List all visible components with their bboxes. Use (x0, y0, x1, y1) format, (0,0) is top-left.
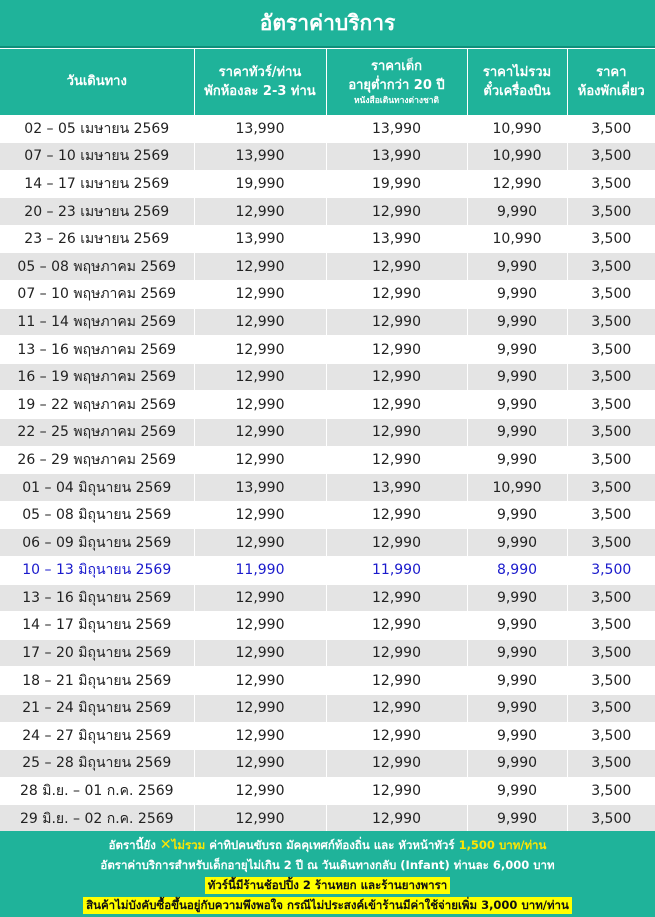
no-ticket-price-cell: 9,990 (467, 419, 567, 447)
date-cell: 25 – 28 มิถุนายน 2569 (0, 750, 194, 778)
adult-price-cell: 12,990 (194, 419, 326, 447)
child-price-cell: 12,990 (326, 584, 467, 612)
table-row (0, 639, 655, 667)
adult-price-cell: 12,990 (194, 777, 326, 805)
date-cell: 14 – 17 มิถุนายน 2569 (0, 612, 194, 640)
table-row (0, 419, 655, 447)
table-row (0, 198, 655, 226)
date-cell: 17 – 20 มิถุนายน 2569 (0, 639, 194, 667)
table-row (0, 391, 655, 419)
child-price-cell: 12,990 (326, 391, 467, 419)
date-cell: 05 – 08 มิถุนายน 2569 (0, 501, 194, 529)
date-cell: 10 – 13 มิถุนายน 2569 (0, 557, 194, 585)
no-ticket-price-cell: 9,990 (467, 694, 567, 722)
no-ticket-price-cell: 10,990 (467, 143, 567, 171)
single-room-cell: 3,500 (567, 750, 655, 778)
single-room-cell: 3,500 (567, 667, 655, 695)
no-ticket-price-cell: 8,990 (467, 557, 567, 585)
header-single-room: ราคา ห้องพักเดี่ยว (567, 49, 655, 115)
child-price-cell: 12,990 (326, 750, 467, 778)
adult-price-cell: 12,990 (194, 391, 326, 419)
adult-price-cell: 12,990 (194, 308, 326, 336)
child-price-cell: 13,990 (326, 225, 467, 253)
date-cell: 11 – 14 พฤษภาคม 2569 (0, 308, 194, 336)
table-row (0, 805, 655, 833)
no-ticket-price-cell: 9,990 (467, 667, 567, 695)
no-ticket-price-cell: 9,990 (467, 446, 567, 474)
table-row (0, 529, 655, 557)
table-row (0, 777, 655, 805)
child-price-cell: 12,990 (326, 336, 467, 364)
no-ticket-price-cell: 9,990 (467, 253, 567, 281)
no-ticket-price-cell: 9,990 (467, 336, 567, 364)
no-ticket-price-cell: 9,990 (467, 308, 567, 336)
adult-price-cell: 12,990 (194, 722, 326, 750)
single-room-cell: 3,500 (567, 639, 655, 667)
single-room-cell: 3,500 (567, 584, 655, 612)
date-cell: 24 – 27 มิถุนายน 2569 (0, 722, 194, 750)
single-room-cell: 3,500 (567, 225, 655, 253)
single-room-cell: 3,500 (567, 722, 655, 750)
adult-price-cell: 12,990 (194, 584, 326, 612)
date-cell: 02 – 05 เมษายน 2569 (0, 115, 194, 143)
single-room-cell: 3,500 (567, 170, 655, 198)
table-row (0, 722, 655, 750)
table-row (0, 363, 655, 391)
child-price-cell: 12,990 (326, 281, 467, 309)
adult-price-cell: 12,990 (194, 336, 326, 364)
no-ticket-price-cell: 9,990 (467, 363, 567, 391)
single-room-cell: 3,500 (567, 446, 655, 474)
adult-price-cell: 13,990 (194, 474, 326, 502)
table-row (0, 225, 655, 253)
adult-price-cell: 12,990 (194, 198, 326, 226)
date-cell: 01 – 04 มิถุนายน 2569 (0, 474, 194, 502)
table-row (0, 667, 655, 695)
child-price-cell: 13,990 (326, 115, 467, 143)
single-room-cell: 3,500 (567, 336, 655, 364)
date-cell: 20 – 23 เมษายน 2569 (0, 198, 194, 226)
single-room-cell: 3,500 (567, 198, 655, 226)
header-child-price: ราคาเด็ก อายุต่ำกว่า 20 ปี หนังสือเดินทางต่างชาติ (326, 49, 467, 115)
single-room-cell: 3,500 (567, 805, 655, 833)
no-ticket-price-cell: 12,990 (467, 170, 567, 198)
date-cell: 21 – 24 มิถุนายน 2569 (0, 694, 194, 722)
adult-price-cell: 12,990 (194, 446, 326, 474)
date-cell: 29 มิ.ย. – 02 ก.ค. 2569 (0, 805, 194, 833)
child-price-cell: 12,990 (326, 667, 467, 695)
child-price-cell: 12,990 (326, 777, 467, 805)
adult-price-cell: 13,990 (194, 225, 326, 253)
child-price-cell: 12,990 (326, 308, 467, 336)
header-adult-price: ราคาทัวร์/ท่าน พักห้องละ 2-3 ท่าน (194, 49, 326, 115)
rates-body (0, 115, 655, 832)
no-ticket-price-cell: 9,990 (467, 198, 567, 226)
table-row (0, 336, 655, 364)
cross-icon: ✕ (159, 837, 172, 853)
single-room-cell: 3,500 (567, 501, 655, 529)
child-price-cell: 12,990 (326, 694, 467, 722)
adult-price-cell: 12,990 (194, 253, 326, 281)
adult-price-cell: 12,990 (194, 281, 326, 309)
adult-price-cell: 12,990 (194, 529, 326, 557)
footer-note-shopping-fee: สินค้าไม่บังคับซื้อขึ้นอยู่กับความพึงพอใจ กรณีไม่ประสงค์เข้าร้านมีค่าใช้จ่ายเพิ่ม 3,000 บาท/ท่าน (0, 895, 655, 915)
table-row (0, 750, 655, 778)
child-price-cell: 19,990 (326, 170, 467, 198)
single-room-cell: 3,500 (567, 143, 655, 171)
date-cell: 18 – 21 มิถุนายน 2569 (0, 667, 194, 695)
adult-price-cell: 12,990 (194, 694, 326, 722)
adult-price-cell: 11,990 (194, 557, 326, 585)
no-ticket-price-cell: 9,990 (467, 529, 567, 557)
no-ticket-price-cell: 9,990 (467, 722, 567, 750)
child-price-cell: 12,990 (326, 805, 467, 833)
page-title: อัตราค่าบริการ (0, 0, 655, 48)
date-cell: 07 – 10 เมษายน 2569 (0, 143, 194, 171)
header-date: วันเดินทาง (0, 49, 194, 115)
table-row (0, 612, 655, 640)
table-row (0, 694, 655, 722)
no-ticket-price-cell: 10,990 (467, 225, 567, 253)
date-cell: 05 – 08 พฤษภาคม 2569 (0, 253, 194, 281)
adult-price-cell: 13,990 (194, 115, 326, 143)
adult-price-cell: 19,990 (194, 170, 326, 198)
child-price-cell: 13,990 (326, 143, 467, 171)
no-ticket-price-cell: 9,990 (467, 805, 567, 833)
adult-price-cell: 12,990 (194, 805, 326, 833)
single-room-cell: 3,500 (567, 253, 655, 281)
child-price-cell: 12,990 (326, 639, 467, 667)
child-price-cell: 12,990 (326, 363, 467, 391)
adult-price-cell: 12,990 (194, 667, 326, 695)
single-room-cell: 3,500 (567, 391, 655, 419)
no-ticket-price-cell: 9,990 (467, 281, 567, 309)
adult-price-cell: 12,990 (194, 501, 326, 529)
child-price-cell: 12,990 (326, 501, 467, 529)
child-price-cell: 12,990 (326, 419, 467, 447)
no-ticket-price-cell: 9,990 (467, 391, 567, 419)
single-room-cell: 3,500 (567, 474, 655, 502)
adult-price-cell: 13,990 (194, 143, 326, 171)
date-cell: 23 – 26 เมษายน 2569 (0, 225, 194, 253)
child-price-cell: 12,990 (326, 529, 467, 557)
table-row (0, 281, 655, 309)
child-price-cell: 11,990 (326, 557, 467, 585)
footer-note-infant: อัตราค่าบริการสำหรับเด็กอายุไม่เกิน 2 ปี ณ วันเดินทางกลับ (Infant) ท่านละ 6,000 บาท (100, 858, 555, 872)
no-ticket-price-cell: 9,990 (467, 612, 567, 640)
single-room-cell: 3,500 (567, 612, 655, 640)
footer-note-shops: ทัวร์นี้มีร้านช้อปปิ้ง 2 ร้านหยก และร้านยางพารา (0, 875, 655, 895)
single-room-cell: 3,500 (567, 557, 655, 585)
single-room-cell: 3,500 (567, 281, 655, 309)
no-ticket-price-cell: 10,990 (467, 474, 567, 502)
no-ticket-price-cell: 9,990 (467, 584, 567, 612)
child-price-cell: 12,990 (326, 612, 467, 640)
date-cell: 26 – 29 พฤษภาคม 2569 (0, 446, 194, 474)
adult-price-cell: 12,990 (194, 639, 326, 667)
date-cell: 19 – 22 พฤษภาคม 2569 (0, 391, 194, 419)
single-room-cell: 3,500 (567, 115, 655, 143)
no-ticket-price-cell: 9,990 (467, 777, 567, 805)
footer-notes (0, 831, 655, 917)
child-price-cell: 13,990 (326, 474, 467, 502)
rates-table (0, 49, 655, 833)
single-room-cell: 3,500 (567, 529, 655, 557)
table-row (0, 308, 655, 336)
child-price-cell: 12,990 (326, 253, 467, 281)
single-room-cell: 3,500 (567, 694, 655, 722)
footer-note-tips: อัตรานี้ยัง ✕ไม่รวม ค่าทิปคนขับรถ มัคคุเทศก์ท้องถิ่น และ หัวหน้าทัวร์ 1,500 บาท/ท่าน (108, 837, 547, 853)
table-header-row (0, 49, 655, 115)
date-cell: 13 – 16 มิถุนายน 2569 (0, 584, 194, 612)
table-row (0, 446, 655, 474)
child-price-cell: 12,990 (326, 446, 467, 474)
table-row (0, 557, 655, 585)
single-room-cell: 3,500 (567, 419, 655, 447)
adult-price-cell: 12,990 (194, 363, 326, 391)
table-row (0, 253, 655, 281)
no-ticket-price-cell: 9,990 (467, 639, 567, 667)
child-price-cell: 12,990 (326, 722, 467, 750)
child-price-cell: 12,990 (326, 198, 467, 226)
date-cell: 06 – 09 มิถุนายน 2569 (0, 529, 194, 557)
date-cell: 16 – 19 พฤษภาคม 2569 (0, 363, 194, 391)
date-cell: 14 – 17 เมษายน 2569 (0, 170, 194, 198)
adult-price-cell: 12,990 (194, 750, 326, 778)
date-cell: 22 – 25 พฤษภาคม 2569 (0, 419, 194, 447)
no-ticket-price-cell: 10,990 (467, 115, 567, 143)
date-cell: 13 – 16 พฤษภาคม 2569 (0, 336, 194, 364)
header-no-ticket-price: ราคาไม่รวม ตั๋วเครื่องบิน (467, 49, 567, 115)
table-row (0, 474, 655, 502)
single-room-cell: 3,500 (567, 777, 655, 805)
table-row (0, 584, 655, 612)
table-row (0, 143, 655, 171)
no-ticket-price-cell: 9,990 (467, 750, 567, 778)
date-cell: 07 – 10 พฤษภาคม 2569 (0, 281, 194, 309)
table-row (0, 501, 655, 529)
no-ticket-price-cell: 9,990 (467, 501, 567, 529)
single-room-cell: 3,500 (567, 363, 655, 391)
adult-price-cell: 12,990 (194, 612, 326, 640)
table-row (0, 170, 655, 198)
date-cell: 28 มิ.ย. – 01 ก.ค. 2569 (0, 777, 194, 805)
single-room-cell: 3,500 (567, 308, 655, 336)
table-row (0, 115, 655, 143)
